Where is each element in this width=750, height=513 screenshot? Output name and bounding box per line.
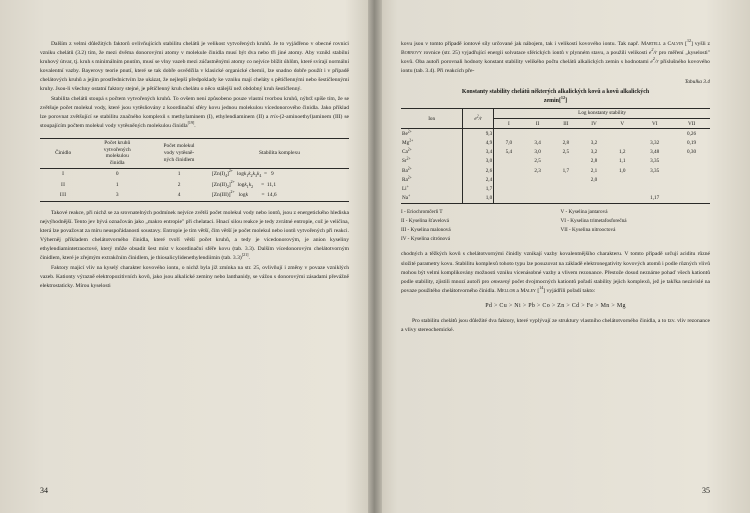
cell-III xyxy=(552,194,580,204)
cell-V xyxy=(608,129,636,139)
cell-I xyxy=(494,194,524,204)
header-ligand-II: II xyxy=(524,119,552,129)
cell-VI xyxy=(636,175,673,184)
table-row xyxy=(401,185,710,194)
cell-VI: 1,17 xyxy=(636,194,673,204)
cell-rings: 1 xyxy=(115,181,119,188)
cell-VII xyxy=(673,157,710,166)
table-header-rings: Počet kruhů vytvořených molekulou činidla xyxy=(86,138,148,168)
paragraph: Faktory majicí vliv na kyselý charakter kovového iontu, o nichž byla již zmínka na str. 25, ovlivňují i změny v povaze vzniklých vazeb. Kationty výrazně elektropozitivních kovů, jako jsou alkalické zeminy nebo lanthanidy, se vážou s donorovými zásadami převážně elektrostaticky. Mírou kyselosti xyxy=(40,264,349,289)
cell-I: 5,4 xyxy=(494,148,524,157)
cell-III: 2,8 xyxy=(562,140,570,147)
cell-waters: 4 xyxy=(148,190,210,201)
paragraph: chodných a těžkých kovů s chelátotvornými činidly vznikají vazby kovalentnějšího charakteru. V tomto případě určují aciditu různé složité parametry kovu. Stabilitu komplexů tohoto typu lze posuzovat na základě elektronegativity kovových atomů i podle různých vlivů mohou být velmi komplikovány možnosti vzniku vícenásobné vazby a vlivem rezonance. Přestože dosud neznáme pohaď všech kationtů podle stability, zjistili mnozí autoři pro omezený počet dvojmocných kationtů pořadí stability jejich komplexů, jež je takřka nezávislé na povaze použitého chelátotvorného činidla. Mellor a Maley [$^{14}$] vyjádřili pořadí takto: xyxy=(401,251,710,294)
left-page-column xyxy=(40,40,349,291)
cell-agent: I xyxy=(62,170,65,177)
cell-I: 7,0 xyxy=(494,139,524,148)
cell-ion: $Be^{2+}$ xyxy=(402,129,412,137)
legend-item: II - Kyselina šťavelová xyxy=(401,217,449,224)
header-ion: Ion xyxy=(401,109,463,129)
cell-I xyxy=(494,129,524,139)
cell-e2r: 1,0 xyxy=(463,194,494,204)
cell-III xyxy=(552,129,580,139)
cell-IV: 3,2 xyxy=(590,140,598,147)
stability-series-equation: Pd > Cu > Ni > Pb > Co > Zn > Cd > Fe > Mn > Mg xyxy=(485,302,626,309)
page-number-left: 34 xyxy=(40,486,48,495)
paragraph: Stabilita chelátů stoupá s počtem vytvořených kruhů. To ovšem není způsobeno pouze vlastní tvorbou kruhů, nýbrž spíše tím, že se zvětšuje počet molekul vody, které jsou vytěsňovány z koordinační sféry kovu jednou molekulou vícedonorového činidla. Jako příklad lze porovnat zvětšující se stabilitu značného komplexů s methylaminem (I), ethylendiaminem (II) a tris-(2-aminoethyl)aminem (III) se stoupajícím počtem molekul vody vytěsněných molekulou činidla[19]. xyxy=(40,95,349,129)
cell-e2r: 2,4 xyxy=(463,175,494,184)
cell-VII xyxy=(673,175,710,184)
cell-VII: 0,26 xyxy=(687,130,697,137)
cell-VII xyxy=(673,194,710,204)
cell-e2r: 3,4 xyxy=(463,148,494,157)
paragraph: kovu jsou v tomto případě iontové síly určované jak nábojem, tak i velikostí kovového iontu. Tak např. Martell a Calvin [$^{12}$] vyšli z Bornovy rovnice (str. 25) vyjadřující energii solvatace sférických iontů v plynném stavu, a použili velikosti $e^2/r$ pro měření „kyselosti" kovů. Oba autoři porovnali hodnoty konstant stability velikého počtu chelátů alkalických zemin s hodnotami $e^2/r$ příslušného kovového iontu (tab. 3.4). Při reakcích pře- xyxy=(401,38,711,75)
cell-e2r: 9,3 xyxy=(463,129,494,139)
table-row xyxy=(401,148,710,157)
header-ligand-III: III xyxy=(552,119,580,129)
cell-stability: $[Zn(II)_2]^{2+}$ $\log k_1k_2$ = 11,1 xyxy=(211,179,277,189)
cell-VII xyxy=(673,185,710,194)
cell-V xyxy=(608,139,636,148)
cell-ion: Na+ xyxy=(401,194,463,204)
cell-V xyxy=(608,194,636,204)
table-header-agent: Činidlo xyxy=(40,138,86,168)
right-page-column xyxy=(401,40,710,336)
cell-rings: 3 xyxy=(86,190,148,201)
table-row xyxy=(401,166,710,175)
ring-count-table xyxy=(40,138,349,202)
table-row xyxy=(401,175,710,184)
cell-V xyxy=(608,175,636,184)
cell-I xyxy=(494,175,524,184)
cell-III: 1,7 xyxy=(562,167,570,174)
header-log-constants: Log konstanty stability xyxy=(494,109,710,119)
cell-I xyxy=(494,157,524,166)
cell-e2r: 1,7 xyxy=(463,185,494,194)
table-row xyxy=(40,168,349,179)
cell-II: 3,4 xyxy=(534,140,541,147)
table-row xyxy=(40,180,349,191)
cell-VI: 3,48 xyxy=(650,149,660,156)
legend-item: I - Eriochromčerň T xyxy=(401,209,443,216)
cell-ion: $Ra^{2+}$ xyxy=(402,175,412,183)
cell-II: 2,5 xyxy=(534,158,541,165)
table-row xyxy=(40,190,349,201)
cell-IV xyxy=(580,129,608,139)
cell-VII: 0,30 xyxy=(687,149,697,156)
cell-waters: 2 xyxy=(177,181,181,188)
cell-ion: $Ca^{2+}$ xyxy=(402,147,412,156)
cell-VI xyxy=(636,129,673,139)
cell-III: 2,5 xyxy=(562,149,570,156)
cell-I xyxy=(494,185,524,194)
cell-ion: $Sr^{2+}$ xyxy=(402,156,411,165)
cell-e2r: 4,9 xyxy=(463,139,494,148)
page-number-right: 35 xyxy=(702,486,710,495)
cell-II xyxy=(524,185,552,194)
cell-VII xyxy=(673,166,710,175)
cell-V: 1,0 xyxy=(618,167,626,174)
cell-IV: 2,1 xyxy=(590,167,598,174)
table-row xyxy=(401,194,710,204)
cell-ion: $Ba^{2+}$ xyxy=(402,165,412,174)
cell-V: 1,1 xyxy=(618,158,626,165)
cell-VI: 3,35 xyxy=(650,167,660,174)
table-legend xyxy=(401,208,710,243)
cell-III xyxy=(552,185,580,194)
cell-II xyxy=(524,194,552,204)
legend-column-right xyxy=(561,208,711,243)
header-ligand-I: I xyxy=(494,119,524,129)
cell-stability: $[Zn(III)]^{2+}$ logk = 14,6 xyxy=(210,190,349,201)
legend-item: V - Kyselina jantarová xyxy=(560,209,608,216)
table-title: Konstanty stability chelátů některých alkalických kovů a kovů alkalických zemin[$^{12}$] xyxy=(461,88,650,104)
header-e2r: $e^2/r$ xyxy=(463,109,494,129)
stability-table xyxy=(401,108,710,204)
cell-V: 1,2 xyxy=(618,149,626,156)
header-ligand-VI: VI xyxy=(636,119,673,129)
cell-VI: 3,35 xyxy=(650,158,660,165)
cell-ion: Li+ xyxy=(402,184,409,193)
legend-item: VII - Kyselina nitrooctová xyxy=(560,226,616,233)
paragraph: Pro stabilitu chelátů jsou důležité dva faktory, které vyplývají ze struktury vlastního chelátotvorného činidla, a to tzv. vliv rezonance a vlivy stereochemické. xyxy=(401,318,710,334)
header-ligand-VII: VII xyxy=(673,119,710,129)
legend-column-left xyxy=(401,208,551,243)
legend-item: III - Kyselina malonová xyxy=(401,226,451,233)
table-row xyxy=(401,139,710,148)
cell-IV: 3,2 xyxy=(590,149,598,156)
table-row xyxy=(401,157,710,166)
cell-VII: 0,19 xyxy=(687,140,697,147)
legend-item: VI - Kyselina trimetafosforečná xyxy=(560,217,627,224)
cell-agent: III xyxy=(40,190,86,201)
cell-II xyxy=(524,175,552,184)
cell-waters: 1 xyxy=(177,170,181,177)
table-caption: Tabulka 3.4 xyxy=(684,79,710,86)
header-ligand-V: V xyxy=(608,119,636,129)
cell-e2r: 2,6 xyxy=(463,166,494,175)
cell-stability: $[Zn(I)_4]^{2+}$ $\log k_1k_2k_3k_4 = 9$ xyxy=(211,169,274,178)
cell-IV xyxy=(580,194,608,204)
cell-IV: 2,0 xyxy=(590,176,598,183)
paragraph: Takové reakce, při nichž se za srovnatelných podmínek nejvíce zvětší počet molekul vody nebo iontů, jsou z energetického hlediska nejvýhodnější. Tento jev bývá označován jako „makro entropie" při chelataci. Hnací silou reakce je tedy zvrátné entropie, což je veličina, která lze považovat za míru neuspořádanosti soustavy. Entropie je tím větší, čím větší je počet molekul nebo iontů vytvořených při reakci. Výherněj příkladem chelátotvorného činidla, které tvoří větší počet kruhů, a tedy je vícedonorovým, je anion kyseliny ethylendiamintetraoctové, který může obsadit šest míst v koordinační sféře kovu (tab. 3.3). Dalším vícedonorovým chelátotvorným činidlem, které je zřejmým extrakčním činidlem, je thiosalicylidenethylendiimin (tab. 3.3)[21]. xyxy=(40,210,349,262)
cell-III xyxy=(552,157,580,166)
cell-II xyxy=(524,129,552,139)
cell-IV: 2,8 xyxy=(590,158,598,165)
cell-e2r: 3,0 xyxy=(463,157,494,166)
legend-item: IV - Kyselina citrónová xyxy=(401,235,451,242)
header-ligand-IV: IV xyxy=(580,119,608,129)
cell-V xyxy=(608,185,636,194)
table-header-stability: Stabilita komplexu xyxy=(210,138,349,168)
cell-II: 3,0 xyxy=(534,149,541,156)
cell-ion: $Mg^{2+}$ xyxy=(402,138,414,147)
cell-agent: II xyxy=(60,181,66,188)
cell-IV xyxy=(580,185,608,194)
cell-VI xyxy=(636,185,673,194)
paragraph: Dalším z velmi důležitých faktorů ovlivňujících stabilitu chelátů je velikost vytvořených kruhů. Je to vyjádřeno v obecné rovnici vzniku chelátů (3.2) tím, že mezi dvěma donorovými atomy v molekule činidla musí být dva nebo tři jiné atomy. Aby vznikl stabilní kruhový útvar, tj. kruh s minimálním pnutím, musí se vlny vazeb mezi zúčastněnými atomy co nejvíce blížit úhlům, které svírají normální kovalentní vazby. Bayerovy teorie pnutí, které se tak dobře osvědčila v klasické organické chemii, lze snadno dobře použít i v případě chelátových kruhů a jejím prostřednictvím lze ukázat, že nejlepší předpoklady ke vzniku mají cheláty s pětičlennými nebo šestičlennými kruhy. Jsou-li všechny ostatní faktory stejné, je pětičlenný kruh chelátu o něco stálejší než obdobný kruh šestičlenný. xyxy=(40,41,349,93)
table-row xyxy=(401,129,710,139)
right-page xyxy=(375,0,750,513)
cell-VI: 3,32 xyxy=(650,140,660,147)
cell-III xyxy=(552,175,580,184)
cell-rings: 0 xyxy=(115,170,119,177)
cell-I xyxy=(494,166,524,175)
cell-II: 2,3 xyxy=(534,167,541,174)
table-header-waters: Počet molekul vody vytěsně- ných činidlem xyxy=(148,138,210,168)
